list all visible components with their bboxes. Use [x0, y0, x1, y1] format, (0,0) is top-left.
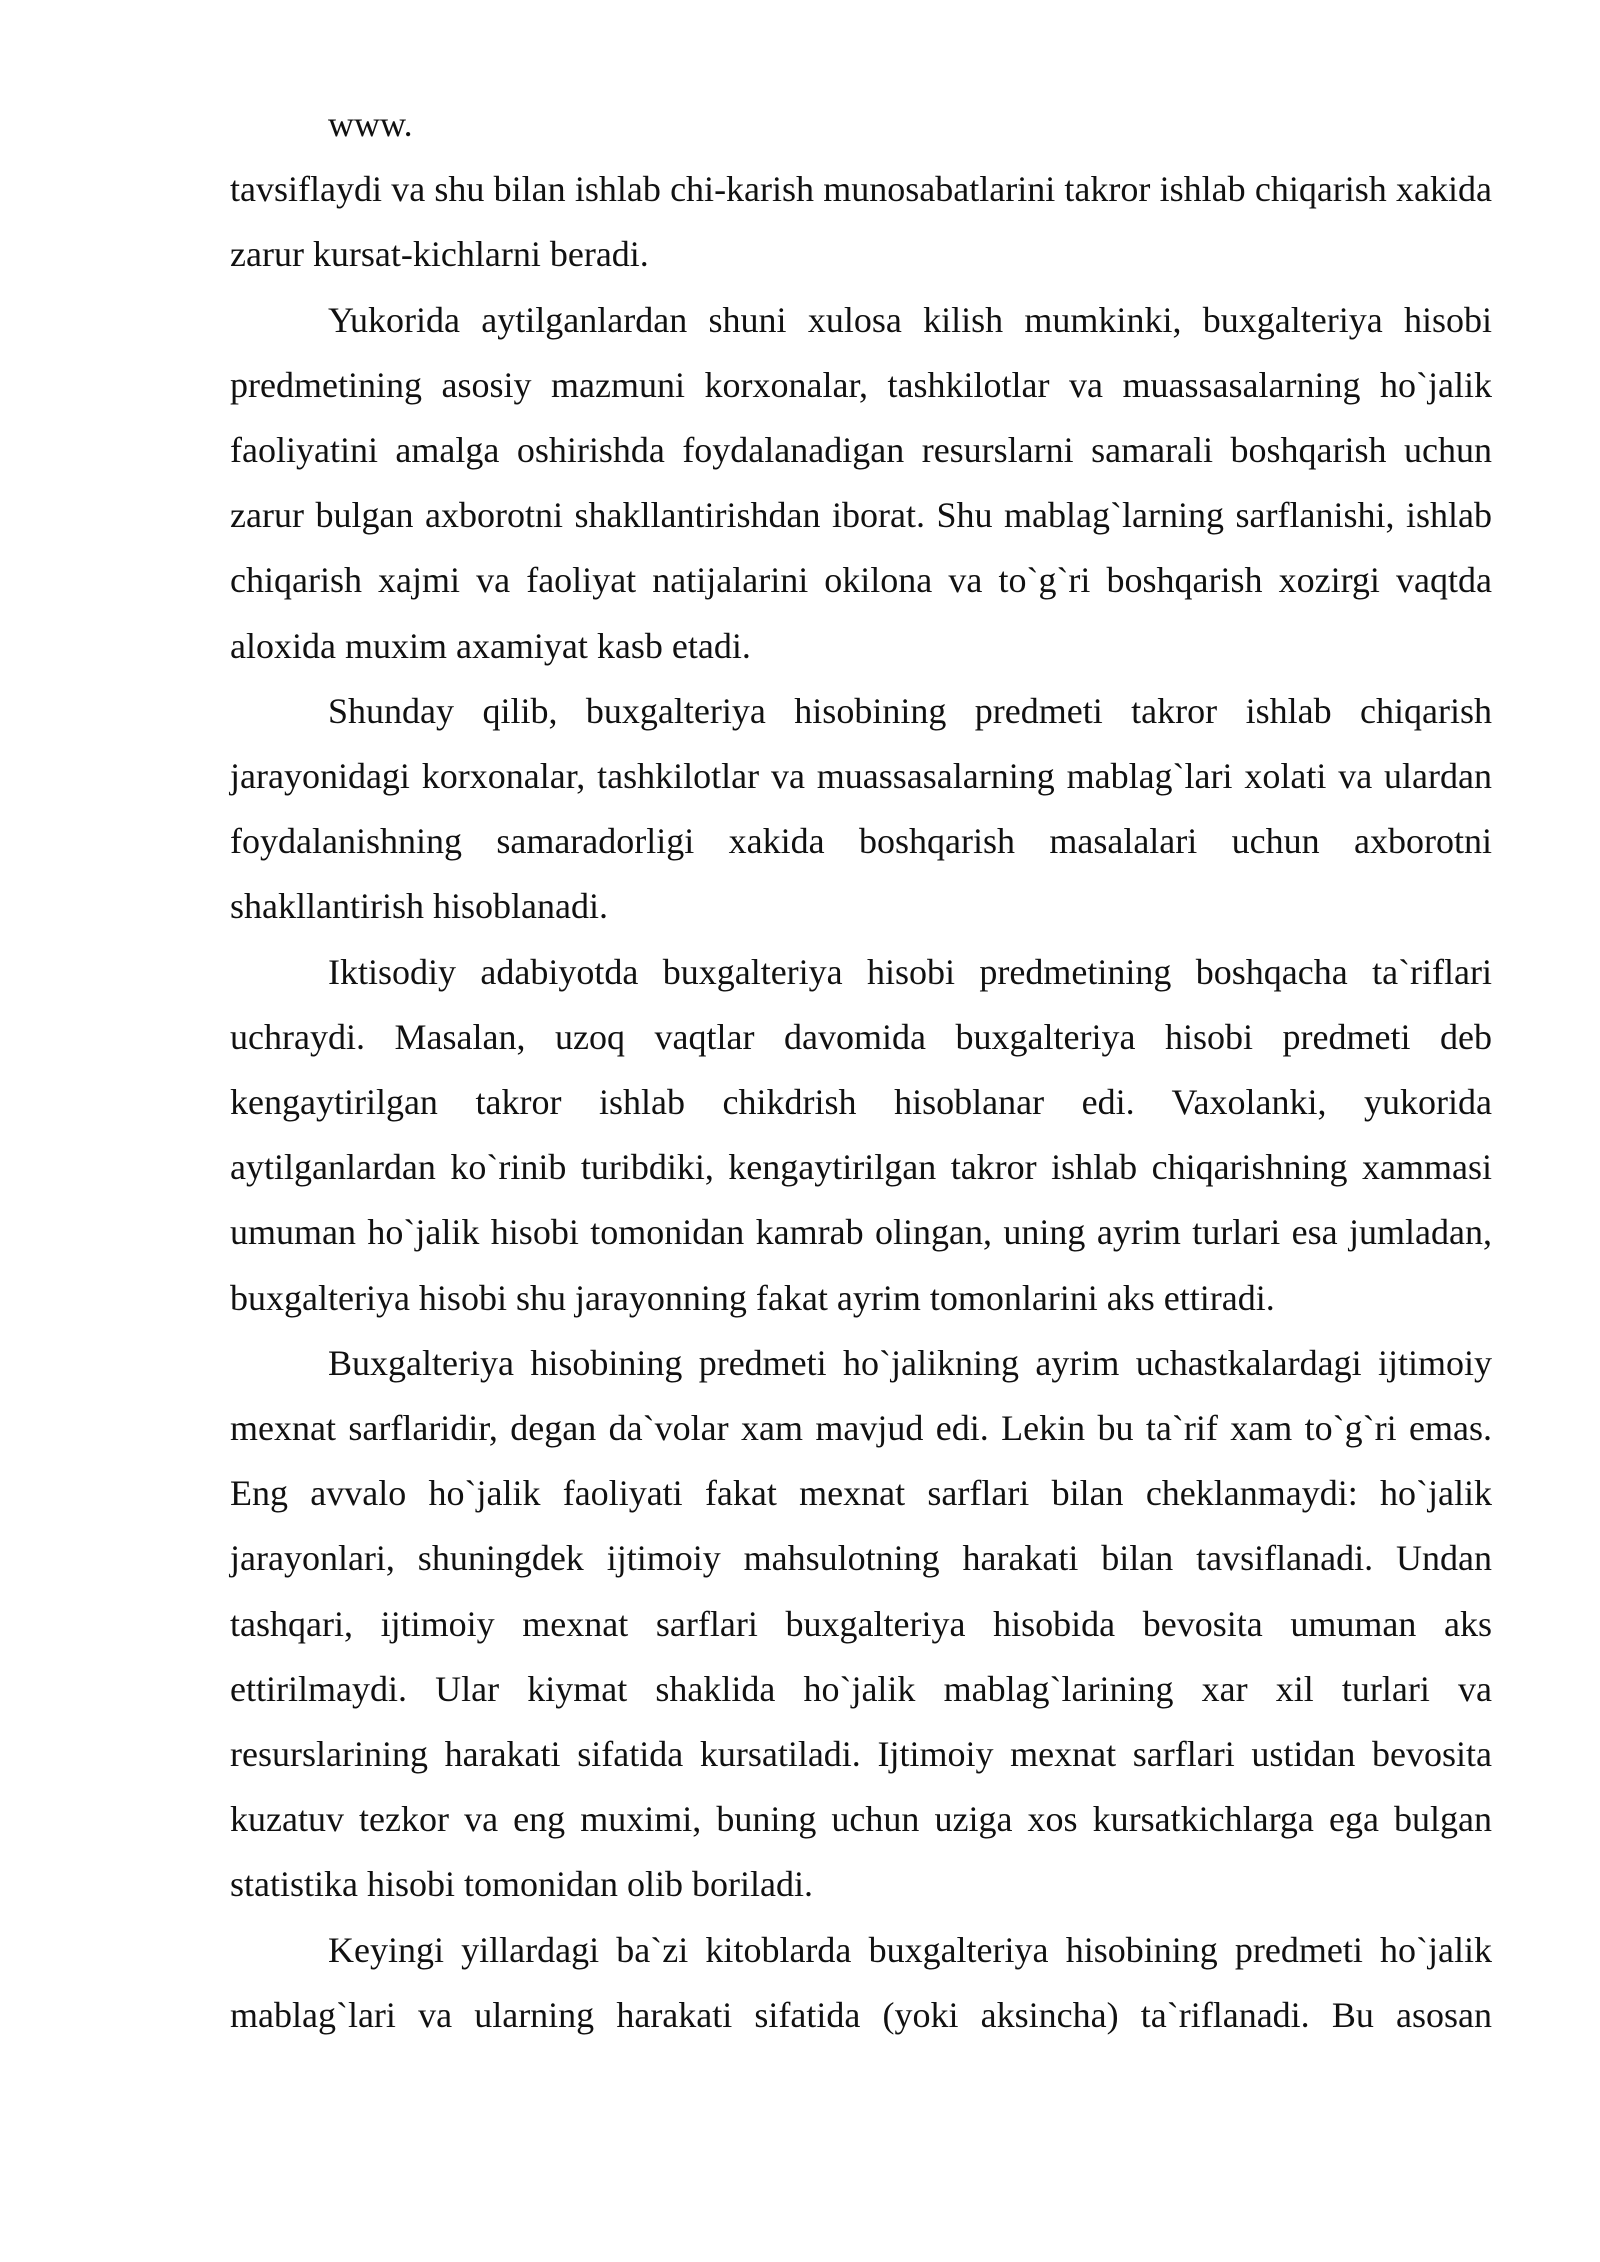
document-page — [230, 92, 1492, 2048]
paragraph-continuation: tavsiflaydi va shu bilan ishlab chi-karish munosabatlarini takror ishlab chiqarish xakida zarur kursat-kichlarni beradi. — [230, 169, 1492, 275]
paragraph-4: Iktisodiy adabiyotda buxgalteriya hisobi predmetining boshqacha ta`riflari uchraydi. Masalan, uzoq vaqtlar davomida buxgalteriya hisobi predmeti deb kengaytirilgan takror ishlab chikdrish hisoblanar edi. Vaxolanki, yukorida aytilganlardan ko`rinib turibdiki, kengaytirilgan takror ishlab chiqarishning xammasi umuman ho`jalik hisobi tomonidan kamrab olingan, uning ayrim turlari esa jumladan, buxgalteriya hisobi shu jarayonning fakat ayrim tomonlarini aks ettiradi. — [230, 951, 1492, 1318]
paragraph-2: Yukorida aytilganlardan shuni xulosa kilish mumkinki, buxgalteriya hisobi predmetining asosiy mazmuni korxonalar, tashkilotlar va muassasalarning ho`jalik faoliyatini amalga oshirishda foydalanadigan resurslarni samarali boshqarish uchun zarur bulgan axborotni shakllantirishdan iborat. Shu mablag`larning sarflanishi, ishlab chiqarish xajmi va faoliyat natijalarini okilona va to`g`ri boshqarish xozirgi vaqtda aloxida muxim axamiyat kasb etadi. — [230, 299, 1492, 666]
paragraph-6: Keyingi yillardagi ba`zi kitoblarda buxgalteriya hisobining predmeti ho`jalik mablag`lari va ularning harakati sifatida (yoki aksincha) ta`riflanadi. Bu asosan — [230, 1929, 1492, 2035]
paragraph-5: Buxgalteriya hisobining predmeti ho`jalikning ayrim uchastkalardagi ijtimoiy mexnat sarflaridir, degan da`volar xam mavjud edi. Lekin bu ta`rif xam to`g`ri emas. Eng avvalo ho`jalik faoliyati fakat mexnat sarflari bilan cheklanmaydi: ho`jalik jarayonlari, shuningdek ijtimoiy mahsulotning harakati bilan tavsiflanadi. Undan tashqari, ijtimoiy mexnat sarflari buxgalteriya hisobida bevosita umuman aks ettirilmaydi. Ular kiymat shaklida ho`jalik mablag`larining xar xil turlari va resurslarining harakati sifatida kursatiladi. Ijtimoiy mexnat sarflari ustidan bevosita kuzatuv tezkor va eng muximi, buning uchun uziga xos kursatkichlarga ega bulgan statistika hisobi tomonidan olib boriladi. — [230, 1342, 1492, 1905]
page-header: www. — [328, 104, 413, 144]
paragraph-3: Shunday qilib, buxgalteriya hisobining predmeti takror ishlab chiqarish jarayonidagi korxonalar, tashkilotlar va muassasalarning mablag`lari xolati va ulardan foydalanishning samaradorligi xakida boshqarish masalalari uchun axborotni shakllantirish hisoblanadi. — [230, 690, 1492, 927]
